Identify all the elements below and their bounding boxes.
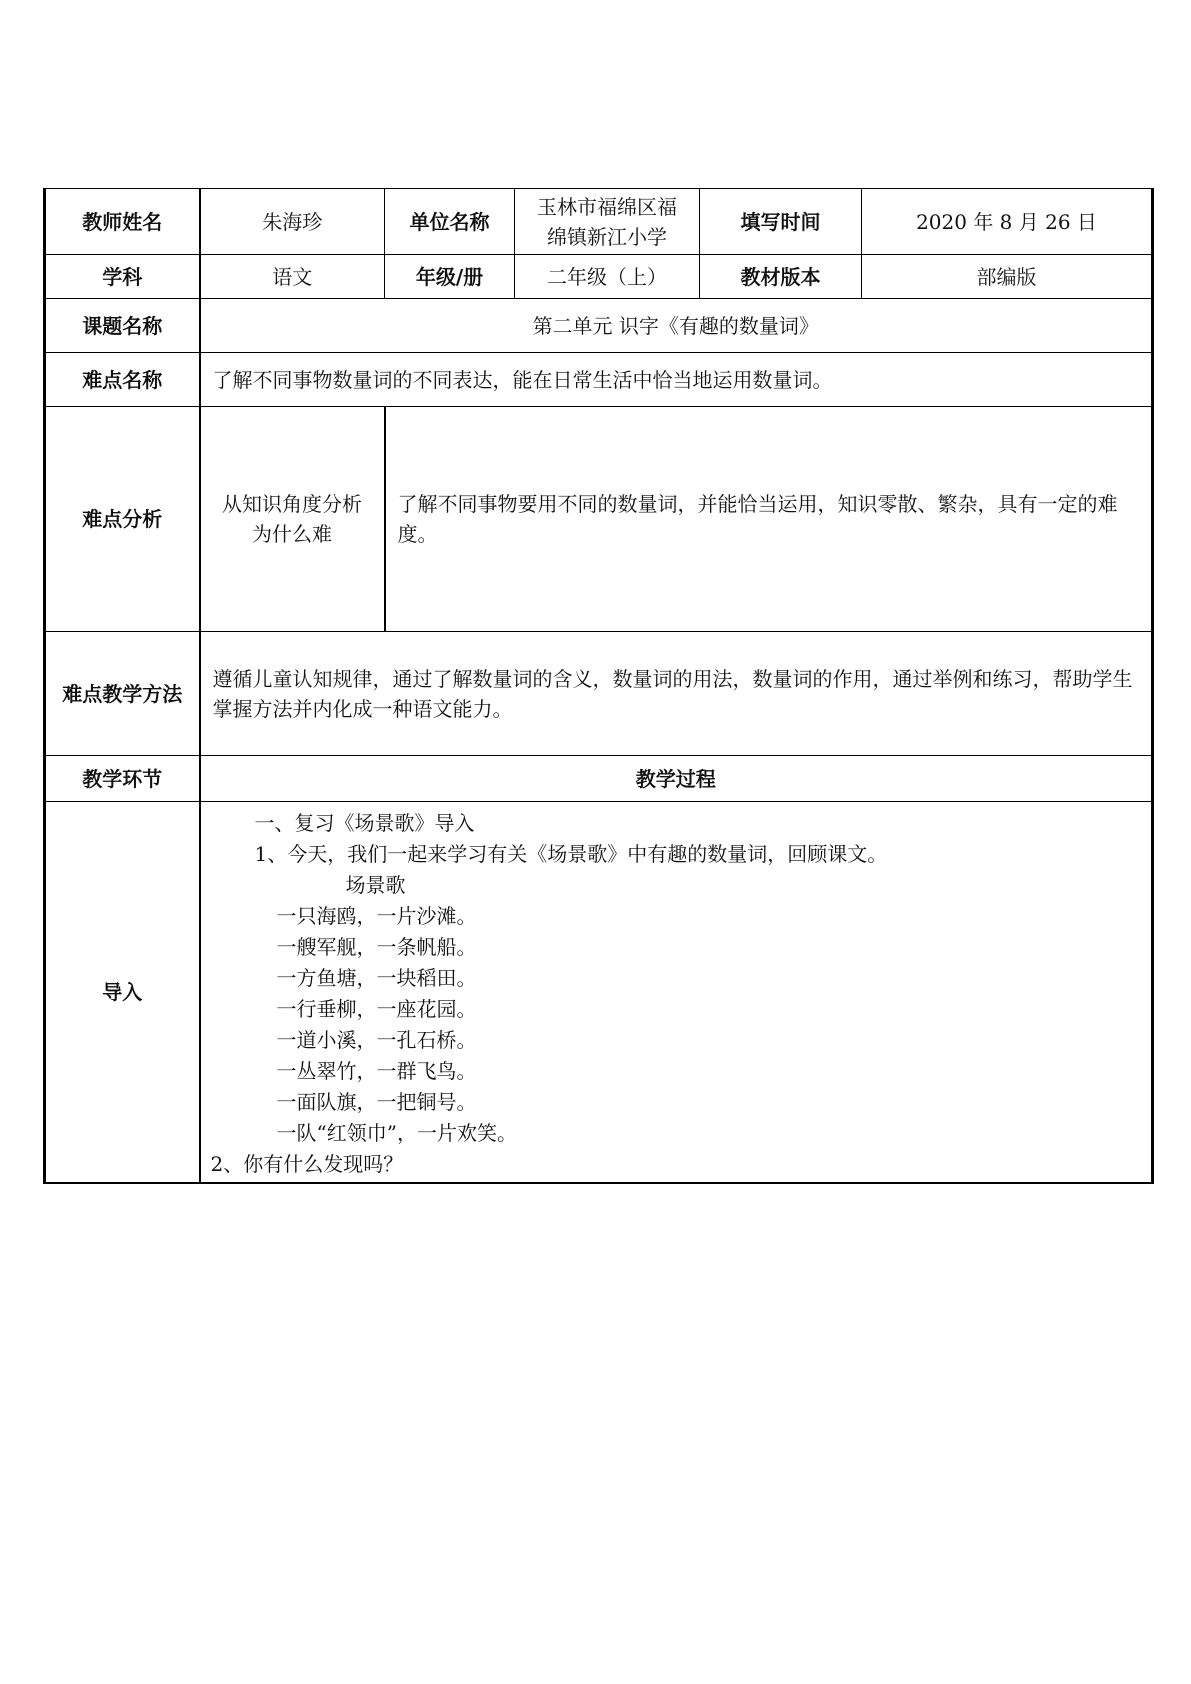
method-value: 遵循儿童认知规律，通过了解数量词的含义，数量词的用法，数量词的作用，通过举例和练习，帮助学生掌握方法并内化成一种语文能力。 — [200, 632, 1153, 756]
poem-line-3: 一方鱼塘，一块稻田。 — [276, 966, 477, 990]
poem-title: 场景歌 — [345, 873, 406, 897]
analysis-sub-label-line2: 为什么难 — [252, 522, 332, 546]
method-row — [45, 632, 1153, 756]
teacher-name-value: 朱海珍 — [200, 189, 385, 255]
intro-row — [45, 802, 1153, 1184]
unit-name-label: 单位名称 — [385, 189, 515, 255]
intro-line-question: 2、你有什么发现吗？ — [210, 1152, 404, 1176]
intro-line-2: 1、今天，我们一起来学习有关《场景歌》中有趣的数量词，回顾课文。 — [254, 842, 888, 866]
topic-value: 第二单元 识字《有趣的数量词》 — [200, 299, 1153, 353]
process-header-row — [45, 756, 1153, 802]
edition-value: 部编版 — [862, 255, 1153, 299]
intro-process — [200, 802, 1153, 1184]
process-header: 教学过程 — [200, 756, 1153, 802]
poem-line-6: 一丛翠竹，一群飞鸟。 — [276, 1059, 477, 1083]
analysis-sub-label — [200, 407, 385, 632]
poem-line-7: 一面队旗，一把铜号。 — [276, 1090, 477, 1114]
poem-line-8: 一队“红领巾”，一片欢笑。 — [276, 1121, 517, 1145]
lesson-plan-table — [43, 188, 1154, 1184]
grade-label: 年级/册 — [385, 255, 515, 299]
subject-value: 语文 — [200, 255, 385, 299]
topic-label: 课题名称 — [45, 299, 200, 353]
difficulty-value: 了解不同事物数量词的不同表达，能在日常生活中恰当地运用数量词。 — [200, 353, 1153, 407]
fill-date-label: 填写时间 — [700, 189, 862, 255]
method-label: 难点教学方法 — [45, 632, 200, 756]
header-row — [45, 189, 1153, 255]
edition-label: 教材版本 — [700, 255, 862, 299]
poem-line-5: 一道小溪，一孔石桥。 — [276, 1028, 477, 1052]
subject-label: 学科 — [45, 255, 200, 299]
unit-name-line1: 玉林市福绵区福 — [537, 194, 677, 219]
intro-line-1: 一、复习《场景歌》导入 — [254, 811, 475, 835]
analysis-row — [45, 407, 1153, 632]
unit-name-line2: 绵镇新江小学 — [547, 224, 667, 249]
analysis-sub-label-line1: 从知识角度分析 — [222, 492, 362, 516]
poem-line-1: 一只海鸥，一片沙滩。 — [276, 904, 477, 928]
topic-row — [45, 299, 1153, 353]
analysis-value: 了解不同事物要用不同的数量词，并能恰当运用，知识零散、繁杂，具有一定的难度。 — [385, 407, 1153, 632]
teacher-name-label: 教师姓名 — [45, 189, 200, 255]
unit-name-value — [515, 189, 700, 255]
stage-header: 教学环节 — [45, 756, 200, 802]
poem-line-4: 一行垂柳，一座花园。 — [276, 997, 477, 1021]
meta-row — [45, 255, 1153, 299]
difficulty-label: 难点名称 — [45, 353, 200, 407]
difficulty-row — [45, 353, 1153, 407]
intro-stage-label: 导入 — [45, 802, 200, 1184]
analysis-label: 难点分析 — [45, 407, 200, 632]
poem-line-2: 一艘军舰，一条帆船。 — [276, 935, 477, 959]
fill-date-value: 2020 年 8 月 26 日 — [862, 189, 1153, 255]
grade-value: 二年级（上） — [515, 255, 700, 299]
